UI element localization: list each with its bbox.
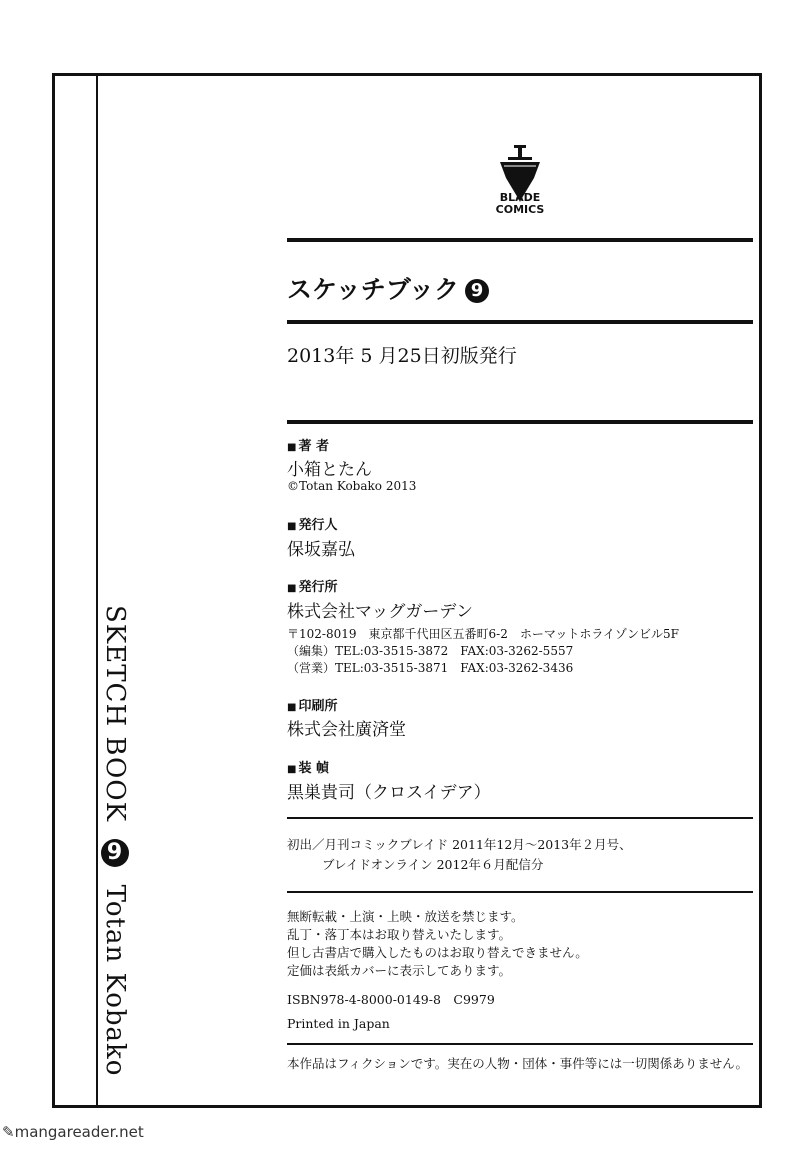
publisher-sales: （営業）TEL:03-3515-3871 FAX:03-3262-3436 [287,661,574,675]
notice-4: 定価は表紙カバーに表示してあります。 [287,963,512,978]
publisher-editorial: （編集）TEL:03-3515-3872 FAX:03-3262-5557 [287,644,574,658]
rule-5 [287,891,753,893]
title-volume: 9 [465,279,489,303]
design-name: 黒巣貴司（クロスイデア） [287,783,491,803]
rule-3 [287,420,753,424]
author-label: ■ 著 者 [287,435,329,454]
logo-line1: BLADE [499,191,541,204]
watermark-text: mangareader.net [14,1123,144,1141]
notice-1: 無断転載・上演・上映・放送を禁じます。 [287,909,524,924]
spine-divider [96,73,98,1108]
fiction-disclaimer: 本作品はフィクションです。実在の人物・団体・事件等には一切関係ありません。 [287,1056,749,1071]
author-name: 小箱とたん [287,460,372,480]
printer-label: ■ 印刷所 [287,695,337,714]
copyright: ©Totan Kobako 2013 [287,479,417,493]
rule-4 [287,817,753,819]
publisher-address: 〒102-8019 東京都千代田区五番町6-2 ホーマットホライゾンビル5F [287,627,679,641]
isbn: ISBN978-4-8000-0149-8 C9979 [287,992,495,1007]
printer-name: 株式会社廣済堂 [287,720,406,740]
notice-2: 乱丁・落丁本はお取り替えいたします。 [287,927,512,942]
spine-title: SKETCH BOOK [100,605,130,823]
first-publication-line2: ブレイドオンライン 2012年６月配信分 [322,857,544,872]
watermark-icon: ✎ [2,1123,15,1141]
spine-author: Totan Kobako [100,884,130,1077]
blade-comics-logo-icon [490,140,550,230]
publisher-label: ■ 発行所 [287,576,337,595]
first-publication-line1: 初出／月刊コミックブレイド 2011年12月～2013年２月号、 [287,837,632,852]
rule-2 [287,320,753,324]
book-title: スケッチブック 9 [287,270,489,306]
rule-1 [287,238,753,242]
publisher-person-label: ■ 発行人 [287,514,337,533]
logo-line2: COMICS [495,203,545,216]
logo-wordmark [490,192,550,216]
design-label: ■ 装 幀 [287,757,329,776]
spine-text [100,605,130,1076]
publisher-person-name: 保坂嘉弘 [287,540,355,560]
notice-3: 但し古書店で購入したものはお取り替えできません。 [287,945,588,960]
spine-volume: 9 [101,839,129,867]
publication-date: 2013年 5 月25日初版発行 [287,345,517,367]
rule-6 [287,1043,753,1045]
printed-in: Printed in Japan [287,1016,390,1031]
publisher-name: 株式会社マッグガーデン [287,602,473,622]
watermark [2,1123,144,1141]
